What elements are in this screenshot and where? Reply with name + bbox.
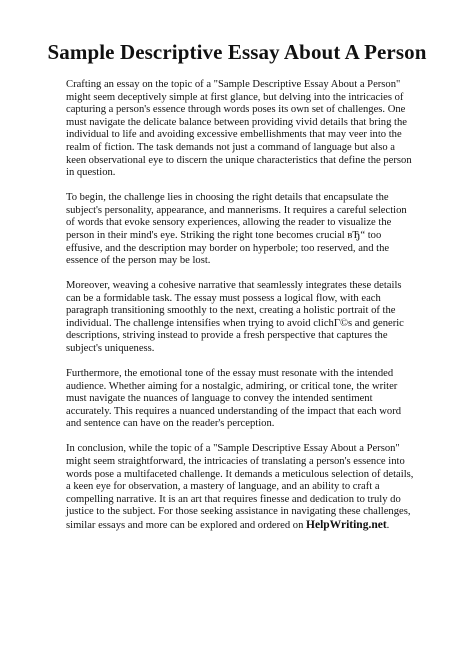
essay-paragraph-3: Moreover, weaving a cohesive narrative that seamlessly integrates these details can be a formidable task. The essay must possess a logical flow, with each paragraph transitioning smoothly to the next, creating a holistic portrait of the individual. The challenge intensifies when trying to avoid clichГ©s and generic descriptions, striving instead to provide a fresh perspective that captures the subject's uniqueness. (66, 280, 404, 355)
page-title: Sample Descriptive Essay About A Person (47, 40, 427, 64)
helpwriting-link[interactable]: HelpWriting.net (306, 518, 387, 531)
essay-paragraph-1: Crafting an essay on the topic of a "Sample Descriptive Essay About a Person" might seem deceptively simple at first glance, but delving into the intricacies of capturing a person's essence through words poses its own set of challenges. One must navigate the delicate balance between providing vivid details that bring the individual to life and avoiding excessive embellishments that may veer into the realm of fiction. The task demands not just a command of language but also a keen observational eye to discern the unique characteristics that define the person in question. (66, 79, 412, 179)
essay-paragraph-2: To begin, the challenge lies in choosing the right details that encapsulate the subject's personality, appearance, and mannerisms. It requires a careful selection of words that evoke sensory experiences, allowing the reader to visualize the person in their mind's eye. Striking the right tone becomes crucial вЂ“ too effusive, and the description may border on hyperbole; too reserved, and the essence of the person may be lost. (66, 192, 407, 267)
essay-paragraph-4: Furthermore, the emotional tone of the essay must resonate with the intended audience. Whether aiming for a nostalgic, admiring, or critical tone, the writer must navigate the nuances of language to convey the intended sentiment accurately. This requires a nuanced understanding of the impact that each word and sentence can have on the reader's perception. (66, 368, 402, 430)
essay-paragraph-5-end: . (386, 519, 390, 531)
essay-paragraph-5-text: In conclusion, while the topic of a "Sample Descriptive Essay About a Person" might seem straightforward, the intricacies of translating a person's essence into words pose a multifaceted challenge. It demands a meticulous selection of details, a keen eye for observation, a mastery of language, and an ability to craft a compelling narrative. It is an art that requires finesse and dedication to truly do justice to the subject. For those seeking assistance in navigating these challenges, similar essays and more can be explored and ordered on (66, 443, 414, 531)
essay-body (66, 79, 416, 545)
essay-paragraph-5 (66, 443, 416, 532)
